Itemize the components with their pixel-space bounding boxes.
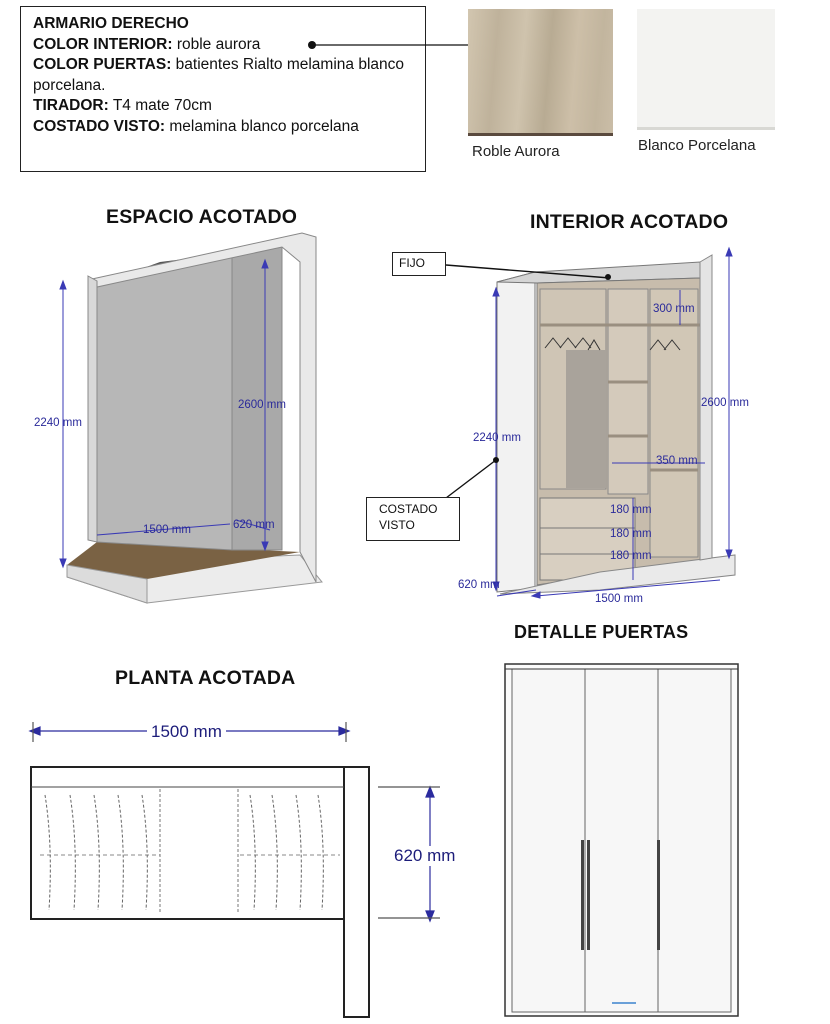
info-line-interior: COLOR INTERIOR: roble aurora (33, 35, 261, 53)
planta-depth: 620 mm (394, 846, 456, 865)
title-interior: INTERIOR ACOTADO (530, 211, 729, 233)
info-line-puertas: COLOR PUERTAS: batientes Rialto melamina blanco porcelana. (33, 56, 404, 94)
interior-drawing (446, 248, 735, 598)
title-planta: PLANTA ACOTADA (115, 667, 296, 689)
espacio-drawing (60, 233, 322, 603)
interior-top-space: 300 mm (653, 303, 695, 315)
planta-drawing (30, 722, 440, 1017)
puertas-drawing (505, 664, 738, 1016)
interior-shelf-width: 350 mm (656, 455, 698, 467)
planta-width: 1500 mm (147, 722, 226, 742)
swatch-blanco-label: Blanco Porcelana (638, 137, 756, 154)
interior-height-left: 2240 mm (473, 432, 521, 444)
title-espacio: ESPACIO ACOTADO (106, 206, 298, 228)
info-line-costado: COSTADO VISTO: melamina blanco porcelana (33, 117, 359, 135)
title-puertas: DETALLE PUERTAS (514, 622, 689, 642)
info-line-tirador: TIRADOR: T4 mate 70cm (33, 97, 212, 115)
callout-fijo: FIJO (392, 252, 446, 276)
espacio-width: 1500 mm (143, 524, 191, 536)
callout-costado: COSTADO VISTO (366, 497, 460, 541)
info-title: ARMARIO DERECHO (33, 15, 189, 32)
interior-drawer-3: 180 mm (610, 550, 652, 562)
interior-height-right: 2600 mm (701, 397, 749, 409)
interior-depth: 620 mm (458, 579, 500, 591)
swatch-roble-label: Roble Aurora (472, 143, 560, 160)
info-leader (308, 41, 468, 49)
interior-drawer-1: 180 mm (610, 504, 652, 516)
espacio-height-right: 2600 mm (238, 399, 286, 411)
interior-drawer-2: 180 mm (610, 528, 652, 540)
espacio-depth: 620 mm (233, 519, 275, 531)
espacio-height-left: 2240 mm (34, 417, 82, 429)
interior-width: 1500 mm (595, 593, 643, 605)
